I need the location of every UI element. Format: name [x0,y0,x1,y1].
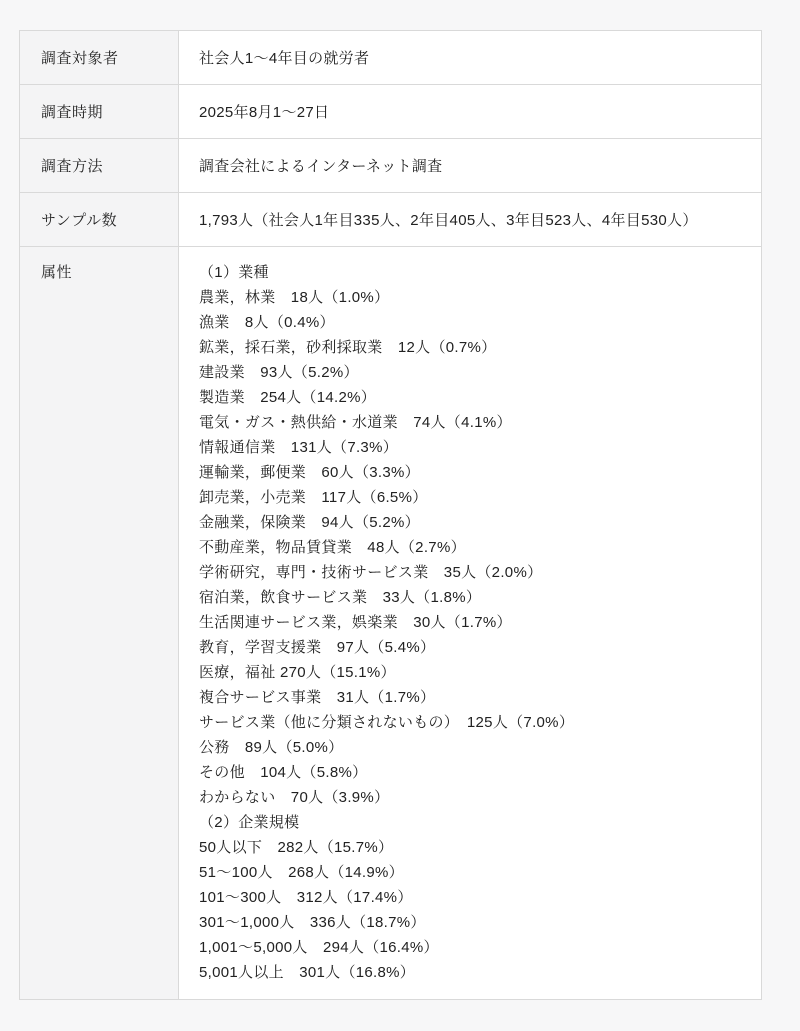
attribute-line: 複合サービス事業 31人（1.7%） [199,689,436,706]
attribute-line: 不動産業，物品賃貸業 48人（2.7%） [199,539,466,556]
row-value-samplesize: 1,793人（社会人1年目335人、2年目405人、3年目523人、4年目530人） [179,193,762,247]
attribute-line: 101〜300人 312人（17.4%） [199,889,413,906]
attribute-line: わからない 70人（3.9%） [199,789,390,806]
attribute-line: 情報通信業 131人（7.3%） [199,439,399,456]
attribute-line: 電気・ガス・熱供給・水道業 74人（4.1%） [199,414,512,431]
attribute-line: 鉱業，採石業，砂利採取業 12人（0.7%） [199,339,497,356]
row-value-attributes [179,247,762,1000]
attribute-line: 50人以下 282人（15.7%） [199,839,394,856]
row-value-period: 2025年8月1〜27日 [179,85,762,139]
attribute-line: 医療，福祉 270人（15.1%） [199,664,396,681]
table-row-attributes [20,247,762,1000]
attribute-line: 1,001〜5,000人 294人（16.4%） [199,939,439,956]
table-row-period [20,85,762,139]
attribute-line: （1）業種 [199,264,269,281]
row-label-method: 調査方法 [20,139,179,193]
attribute-line: （2）企業規模 [199,814,300,831]
attribute-line: 漁業 8人（0.4%） [199,314,335,331]
row-label-attributes: 属性 [20,247,179,1000]
attribute-line: 301〜1,000人 336人（18.7%） [199,914,426,931]
table-row-target [20,31,762,85]
attribute-line: 建設業 93人（5.2%） [199,364,359,381]
attribute-line: 運輸業，郵便業 60人（3.3%） [199,464,420,481]
attribute-line: 農業，林業 18人（1.0%） [199,289,390,306]
attribute-line: 学術研究，専門・技術サービス業 35人（2.0%） [199,564,543,581]
row-value-target: 社会人1〜4年目の就労者 [179,31,762,85]
attribute-line: 卸売業，小売業 117人（6.5%） [199,489,428,506]
attribute-line: 51〜100人 268人（14.9%） [199,864,404,881]
attribute-line: その他 104人（5.8%） [199,764,368,781]
table-row-method [20,139,762,193]
attribute-line: 宿泊業，飲食サービス業 33人（1.8%） [199,589,482,606]
survey-info-table [19,30,762,1000]
row-label-samplesize: サンプル数 [20,193,179,247]
table-row-samplesize [20,193,762,247]
row-value-method: 調査会社によるインターネット調査 [179,139,762,193]
row-label-target: 調査対象者 [20,31,179,85]
attribute-line: 製造業 254人（14.2%） [199,389,377,406]
attribute-line: 公務 89人（5.0%） [199,739,344,756]
attribute-line: 金融業，保険業 94人（5.2%） [199,514,420,531]
attribute-line: サービス業（他に分類されないもの） 125人（7.0%） [199,714,575,731]
attribute-line: 生活関連サービス業，娯楽業 30人（1.7%） [199,614,512,631]
attribute-line: 5,001人以上 301人（16.8%） [199,964,416,981]
attribute-line: 教育，学習支援業 97人（5.4%） [199,639,436,656]
row-label-period: 調査時期 [20,85,179,139]
